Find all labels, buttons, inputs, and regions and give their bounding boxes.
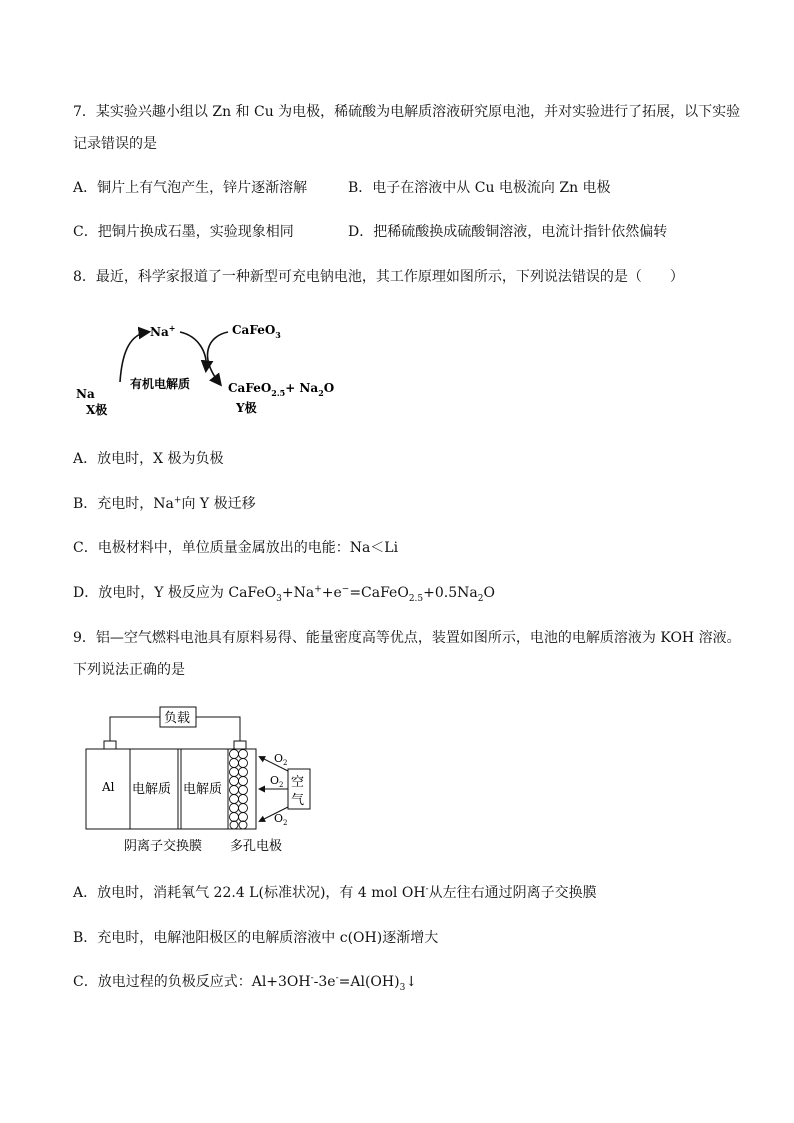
q9-wire-right xyxy=(196,717,240,741)
q9-label-porous-electrode: 多孔电极 xyxy=(230,839,283,854)
q9-option-c: C．放电过程的负极反应式：$Al+3OH^--3e^-=Al(OH)_3↓$ xyxy=(73,973,418,993)
q7-stem-line-2: 记录错误的是 xyxy=(73,136,157,152)
q7-option-b: B．电子在溶液中从 Cu 电极流向 Zn 电极 xyxy=(348,180,611,196)
q8-stem: 8．最近，科学家报道了一种新型可充电钠电池，其工作原理如图所示，下列说法错误的是（ ） xyxy=(73,269,684,285)
q9-wire xyxy=(110,717,160,741)
q9-al-air-battery-diagram xyxy=(80,705,330,855)
q7-option-c: C．把铜片换成石墨，实验现象相同 xyxy=(73,224,294,240)
q9-label-o2-bottom: $O_2$ xyxy=(274,812,288,827)
q9-label-electrolyte-2: 电解质 xyxy=(183,782,223,797)
q9-option-a: A．放电时，消耗氧气 22.4 L(标准状况)，有 4 mol OH-从左往右通过阴离子交换膜 xyxy=(73,884,597,901)
q8-label-x-pole: X极 xyxy=(86,403,108,417)
q8-option-a: A．放电时，X 极为负极 xyxy=(73,451,224,467)
q9-terminal-left xyxy=(104,741,116,749)
q8-arrow-naplus-to-y xyxy=(180,332,206,370)
q8-option-c: C．电极材料中，单位质量金属放出的电能：Na＜Li xyxy=(73,540,399,556)
q9-label-air-2: 气 xyxy=(291,793,305,808)
q9-option-b: B．充电时，电解池阳极区的电解质溶液中 c(OH)逐渐增大 xyxy=(73,930,439,946)
q8-label-cafeo25: CaFeO$_{2.5}$+ $Na_2O$ xyxy=(228,381,335,398)
q8-label-cafeo3: CaFeO$_3$ xyxy=(232,323,281,340)
q9-stem-line-1: 9．铝—空气燃料电池具有原料易得、能量密度高等优点，装置如图所示，电池的电解质溶液为 KOH 溶液。 xyxy=(73,630,741,646)
q8-arrow-na-to-naplus xyxy=(120,332,148,382)
q9-label-load: 负载 xyxy=(164,711,191,726)
q8-label-electrolyte: 有机电解质 xyxy=(130,377,191,391)
q9-label-o2-mid: $O_2$ xyxy=(270,774,284,789)
q9-label-membrane: 阴离子交换膜 xyxy=(124,839,203,854)
q8-label-na-plus: Na+ xyxy=(150,323,176,339)
q8-option-d: D．放电时，Y 极反应为 $CaFeO_3+Na^++e^-=CaFeO_{2.5}+0.5Na_2O$ xyxy=(73,584,495,604)
q8-arrow-cafeo3-to-cafeo25 xyxy=(208,332,228,384)
q8-label-na: Na xyxy=(76,387,95,401)
q9-label-al: Al xyxy=(102,780,115,794)
q9-label-o2-top: $O_2$ xyxy=(274,752,288,767)
q8-sodium-battery-diagram xyxy=(70,312,350,422)
q8-label-y-pole: Y极 xyxy=(236,401,257,415)
q7-option-d: D．把稀硫酸换成硫酸铜溶液，电流计指针依然偏转 xyxy=(348,224,668,240)
q9-label-electrolyte-1: 电解质 xyxy=(132,782,172,797)
q7-option-a: A．铜片上有气泡产生，锌片逐渐溶解 xyxy=(73,180,308,196)
q9-terminal-right xyxy=(234,741,246,749)
q9-stem-line-2: 下列说法正确的是 xyxy=(73,662,185,678)
q7-stem-line-1: 7．某实验兴趣小组以 Zn 和 Cu 为电极，稀硫酸为电解质溶液研究原电池，并对实验进行了拓展，以下实验 xyxy=(73,104,741,120)
q9-label-air-1: 空 xyxy=(291,775,305,790)
q8-option-b: B．充电时，Na+向 Y 极迁移 xyxy=(73,495,256,512)
